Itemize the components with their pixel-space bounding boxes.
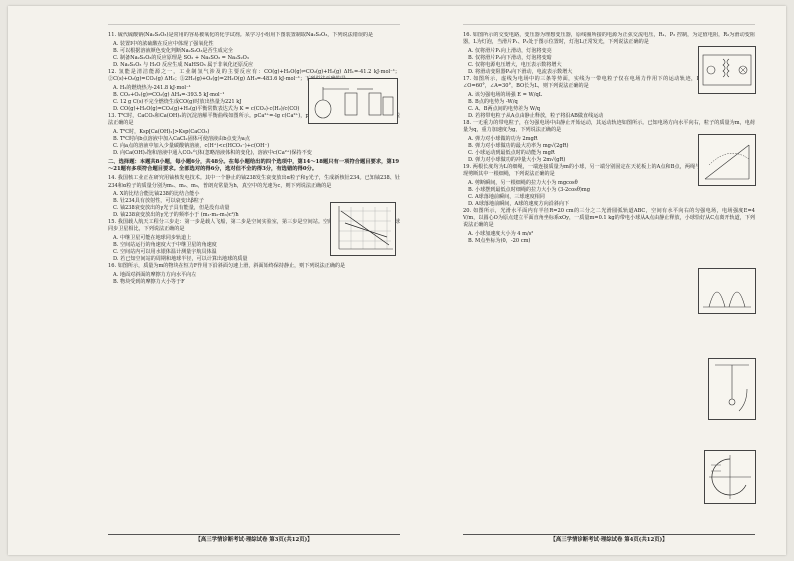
question-text: 20. 如图所示，光滑水平面内有半径R=20 cm的三分之二光滑圆弧轨道ABC，空间有水平向右的匀强电场，电场强度E=4 V/m，以圆心O为原点建立平面直角坐标系xOy，一质量m=0.1 kg的带电小球从A点由静止释放，小球恰好从C点离开轨道，下列说法正确的是	[463, 207, 755, 229]
answer-option: B. 物块受到的摩擦力大小等于F	[113, 278, 185, 285]
answer-option: D. A球落地前瞬间，A球的速度方向沿斜向下	[468, 200, 570, 207]
answer-option: A. 剪断瞬间，另一根细绳的拉力大小为 mgcosθ	[468, 179, 578, 186]
answer-option: A. 地面对斜面的摩擦力方向水平向左	[113, 271, 197, 278]
answer-option: B. 弹力对小球做功的最大功率为 mg√(2gR)	[468, 142, 569, 149]
question-text: 19. 两根长度均为L的细绳，一端连接质量为m的小球，另一端分别固定在天花板上的A点和B点，两绳与竖直方向的夹角均为θ，现剪断其中一根细绳，下列说法正确的是	[463, 163, 755, 177]
answer-option: B. 仅将滑片P₂向下滑动，灯泡将变暗	[468, 54, 552, 61]
answer-option: D. 弹力对小球做功的冲量大小为 2m√(gR)	[468, 156, 566, 163]
answer-option: A. 弹力对小球做的功为 2mgR	[468, 135, 538, 142]
exam-sheet	[8, 6, 786, 555]
answer-option: A. 装置Ⅰ中的浓硫酸在反应中体现了强氧化性	[113, 40, 214, 47]
question-text: 16. 如图所示的交变电路，变压器为理想变压器，原线圈所接的电源为正弦交流电压，R₁、P₂ 控制，为定值电阻，R₂为滑动变阻器，L为灯泡，当滑片P₁、P₂处于图示位置时，灯泡L正常发光，下列说法正确的是	[463, 32, 755, 46]
track-figure	[698, 268, 756, 314]
scan-line	[463, 24, 755, 25]
answer-option: A. 仅将滑片P₁向上滑动，灯泡将变亮	[468, 47, 552, 54]
solubility-plot-figure	[330, 202, 396, 256]
pendulum-figure	[708, 358, 756, 420]
answer-option: B. 小球摆到最低点时细绳的拉力大小为 (3-2cosθ)mg	[468, 186, 590, 193]
question-text: 14. 我国核工业正在研究用铀核发电技术。其中一个静止的铀238发生衰变放出α粒子和γ光子，生成新核钍234。已知铀238、钍234和α粒子的质量分别为m₁、m₂、m₃，普朗克常量为h，真空中的光速为c，则下列说法正确的是	[108, 175, 400, 189]
answer-option: D. 向Ca(OH)₂饱和溶液中通入CO₂气体(忽略溶液体积的变化)，溶液中c(Ca²⁺)保持不变	[113, 149, 312, 156]
answer-option: D. CO(g)+H₂O(g)=CO₂(g)+H₂(g)平衡常数表达式为 K = c(CO₂)·c(H₂)/c(CO)	[113, 105, 300, 112]
answer-option: B. T℃时向b点溶液中加入CaCl₂固体可使溶液由b点变为a点	[113, 135, 250, 142]
answer-option: D. Na₂S₂O₃ 与 H₂O 反应生成 NaHSO₃ 属于非氧化还原反应	[113, 61, 254, 68]
answer-option: B. B点的电势为 -W/q	[468, 98, 518, 105]
transformer-circuit-figure	[698, 46, 756, 94]
answer-option: C. A球落地前瞬间，三球速度相同	[468, 193, 545, 200]
answer-option: C. 小球运动到最低点时的动能为 mgR	[468, 149, 555, 156]
answer-option: D. 若将带电粒子从A点由静止释放，粒子将沿AB做直线运动	[468, 112, 604, 119]
question-text: 17. 如图所示，虚线为电场中的三条等势面，实线为一带电粒子仅在电场力作用下的运动轨迹，P、Q为轨迹上的两点，∠O=60°，∠A=30°，BO长为L，则下列说法正确的是	[463, 75, 755, 90]
answer-option: C. 空间站内可以用水银体温计测量宇航员体温	[113, 249, 217, 256]
answer-option: C. 制备Na₂S₂O₃的反应原理是 SO₂ + Na₂SO₃ = Na₂S₂O₃	[113, 54, 249, 61]
answer-option: C. 铀238衰变放出的γ光子具有能量，但是没有动量	[113, 205, 230, 212]
answer-option: B. 钍234具有放射性，可以衰变出β粒子	[113, 198, 204, 205]
circular-track-figure	[704, 450, 756, 504]
answer-option: B. M点坐标为(0，-20 cm)	[468, 237, 531, 244]
answer-option: C. 仅将电源电压增大，电压表示数将增大	[468, 61, 562, 68]
answer-option: D. 将滑动变阻器P₂向下滑动，电流表示数增大	[468, 68, 573, 75]
answer-option: B. CO₂+O₂(g)⇌CO₂(g) ΔH₄=-393.5 kJ·mol⁻¹	[113, 91, 225, 98]
answer-option: A. 中继卫星可能在地球同步轨道上	[113, 235, 192, 242]
electric-field-figure	[698, 134, 756, 186]
question-text: 15. 我国载人航天工程分三步走：第一步是载人飞船，第二步是空间实验室，第三步是空间站。空间站运行在近地轨道上，与地球同步卫星相比，下列说法正确的是	[108, 219, 400, 233]
answer-option: A. 小球加速度大小为 4 m/s²	[468, 230, 534, 237]
answer-option: C. 向a点的溶液中加入少量碳酸钠溶液，c(H⁺)<c(HCO₃⁻)+c(OH⁻)	[113, 142, 270, 149]
answer-option: A. 该匀强电场的场强 E = W/qL	[468, 91, 543, 98]
question-text: 16. 如图所示，质量为m的物块在恒力F作用下沿斜面匀速上滑，斜面始终保持静止，则下列说法正确的是	[108, 263, 346, 270]
question-text: 12. 氢能是清洁能源之一，工业制氢气涉及的主要反应有：CO(g)+H₂O(g)⇌CO₂(g)+H₂(g) ΔH₁=-41.2 kJ·mol⁻¹；②C(s)+O₂(g)=CO₂(g) ΔH₂；③2H₂(g)+O₂(g)=2H₂O(g) ΔH₃=-483.6 kJ·mol⁻¹；下列说法正确的是	[108, 68, 400, 82]
answer-option: D. 若已知空间站的周期和地球半径，可以计算出地球的质量	[113, 256, 248, 263]
answer-option: C. A、B两点间的电势差为 W/q	[468, 105, 541, 112]
question-text: 13. T℃时，CaCO₃和Ca(OH)₂的沉淀溶解平衡曲线如图所示。pCa²⁺=-lg c(Ca²⁺)，pN=-lg c(CO₃²⁻)或-lg c(OH⁻)，下列说法正确的是	[108, 112, 400, 126]
apparatus-figure	[308, 78, 398, 124]
question-text: 11. 硫代硫酸钠(Na₂S₂O₃)是常用的容易被氧化的化学试剂。某学习小组用下图装置制取Na₂S₂O₃，下列说法错误的是	[108, 32, 374, 38]
answer-option: D. 铀238衰变放出的γ光子的频率小于 (m₁-m₂-m₃)c²/h	[113, 212, 239, 219]
answer-option: B. 可以根据溶液颜色变化判断Na₂S₂O₃是否生成完全	[113, 47, 233, 54]
scan-line	[108, 24, 400, 25]
answer-option: A. X的比结合能比铀238的比结合能小	[113, 191, 200, 198]
left-page-footer: 【高三学情诊断考试·理综试卷 第3页(共12页)】	[108, 534, 400, 545]
question-text: 18. 一无重力的带电粒子，在匀强电场中由静止开始运动，其运动轨迹如图所示。已知电场方向水平向右，粒子的质量为m，电荷量为q，重力加速度为g，下列说法正确的是	[463, 119, 755, 134]
right-page-footer: 【高三学情诊断考试·理综试卷 第4页(共12页)】	[463, 534, 755, 545]
answer-option: C. 12 g C(s)不完全燃烧生成CO(g)时放出热量为221 kJ	[113, 98, 242, 105]
answer-option: A. H₂的燃烧热为-241.8 kJ·mol⁻¹	[113, 84, 191, 91]
answer-option: A. T℃时，Ksp[Ca(OH)₂]>Ksp(CaCO₃)	[113, 128, 210, 135]
answer-option: B. 空间站运行的角速度大于中继卫星的角速度	[113, 242, 217, 249]
section-heading: 二、选择题：本题共8小题，每小题6分，共48分。在每小题给出的四个选项中，第14～18题只有一项符合题目要求，第19～21题有多项符合题目要求。全部选对的得6分，选对但不全的得3分，有选错的得0分。	[108, 158, 400, 172]
